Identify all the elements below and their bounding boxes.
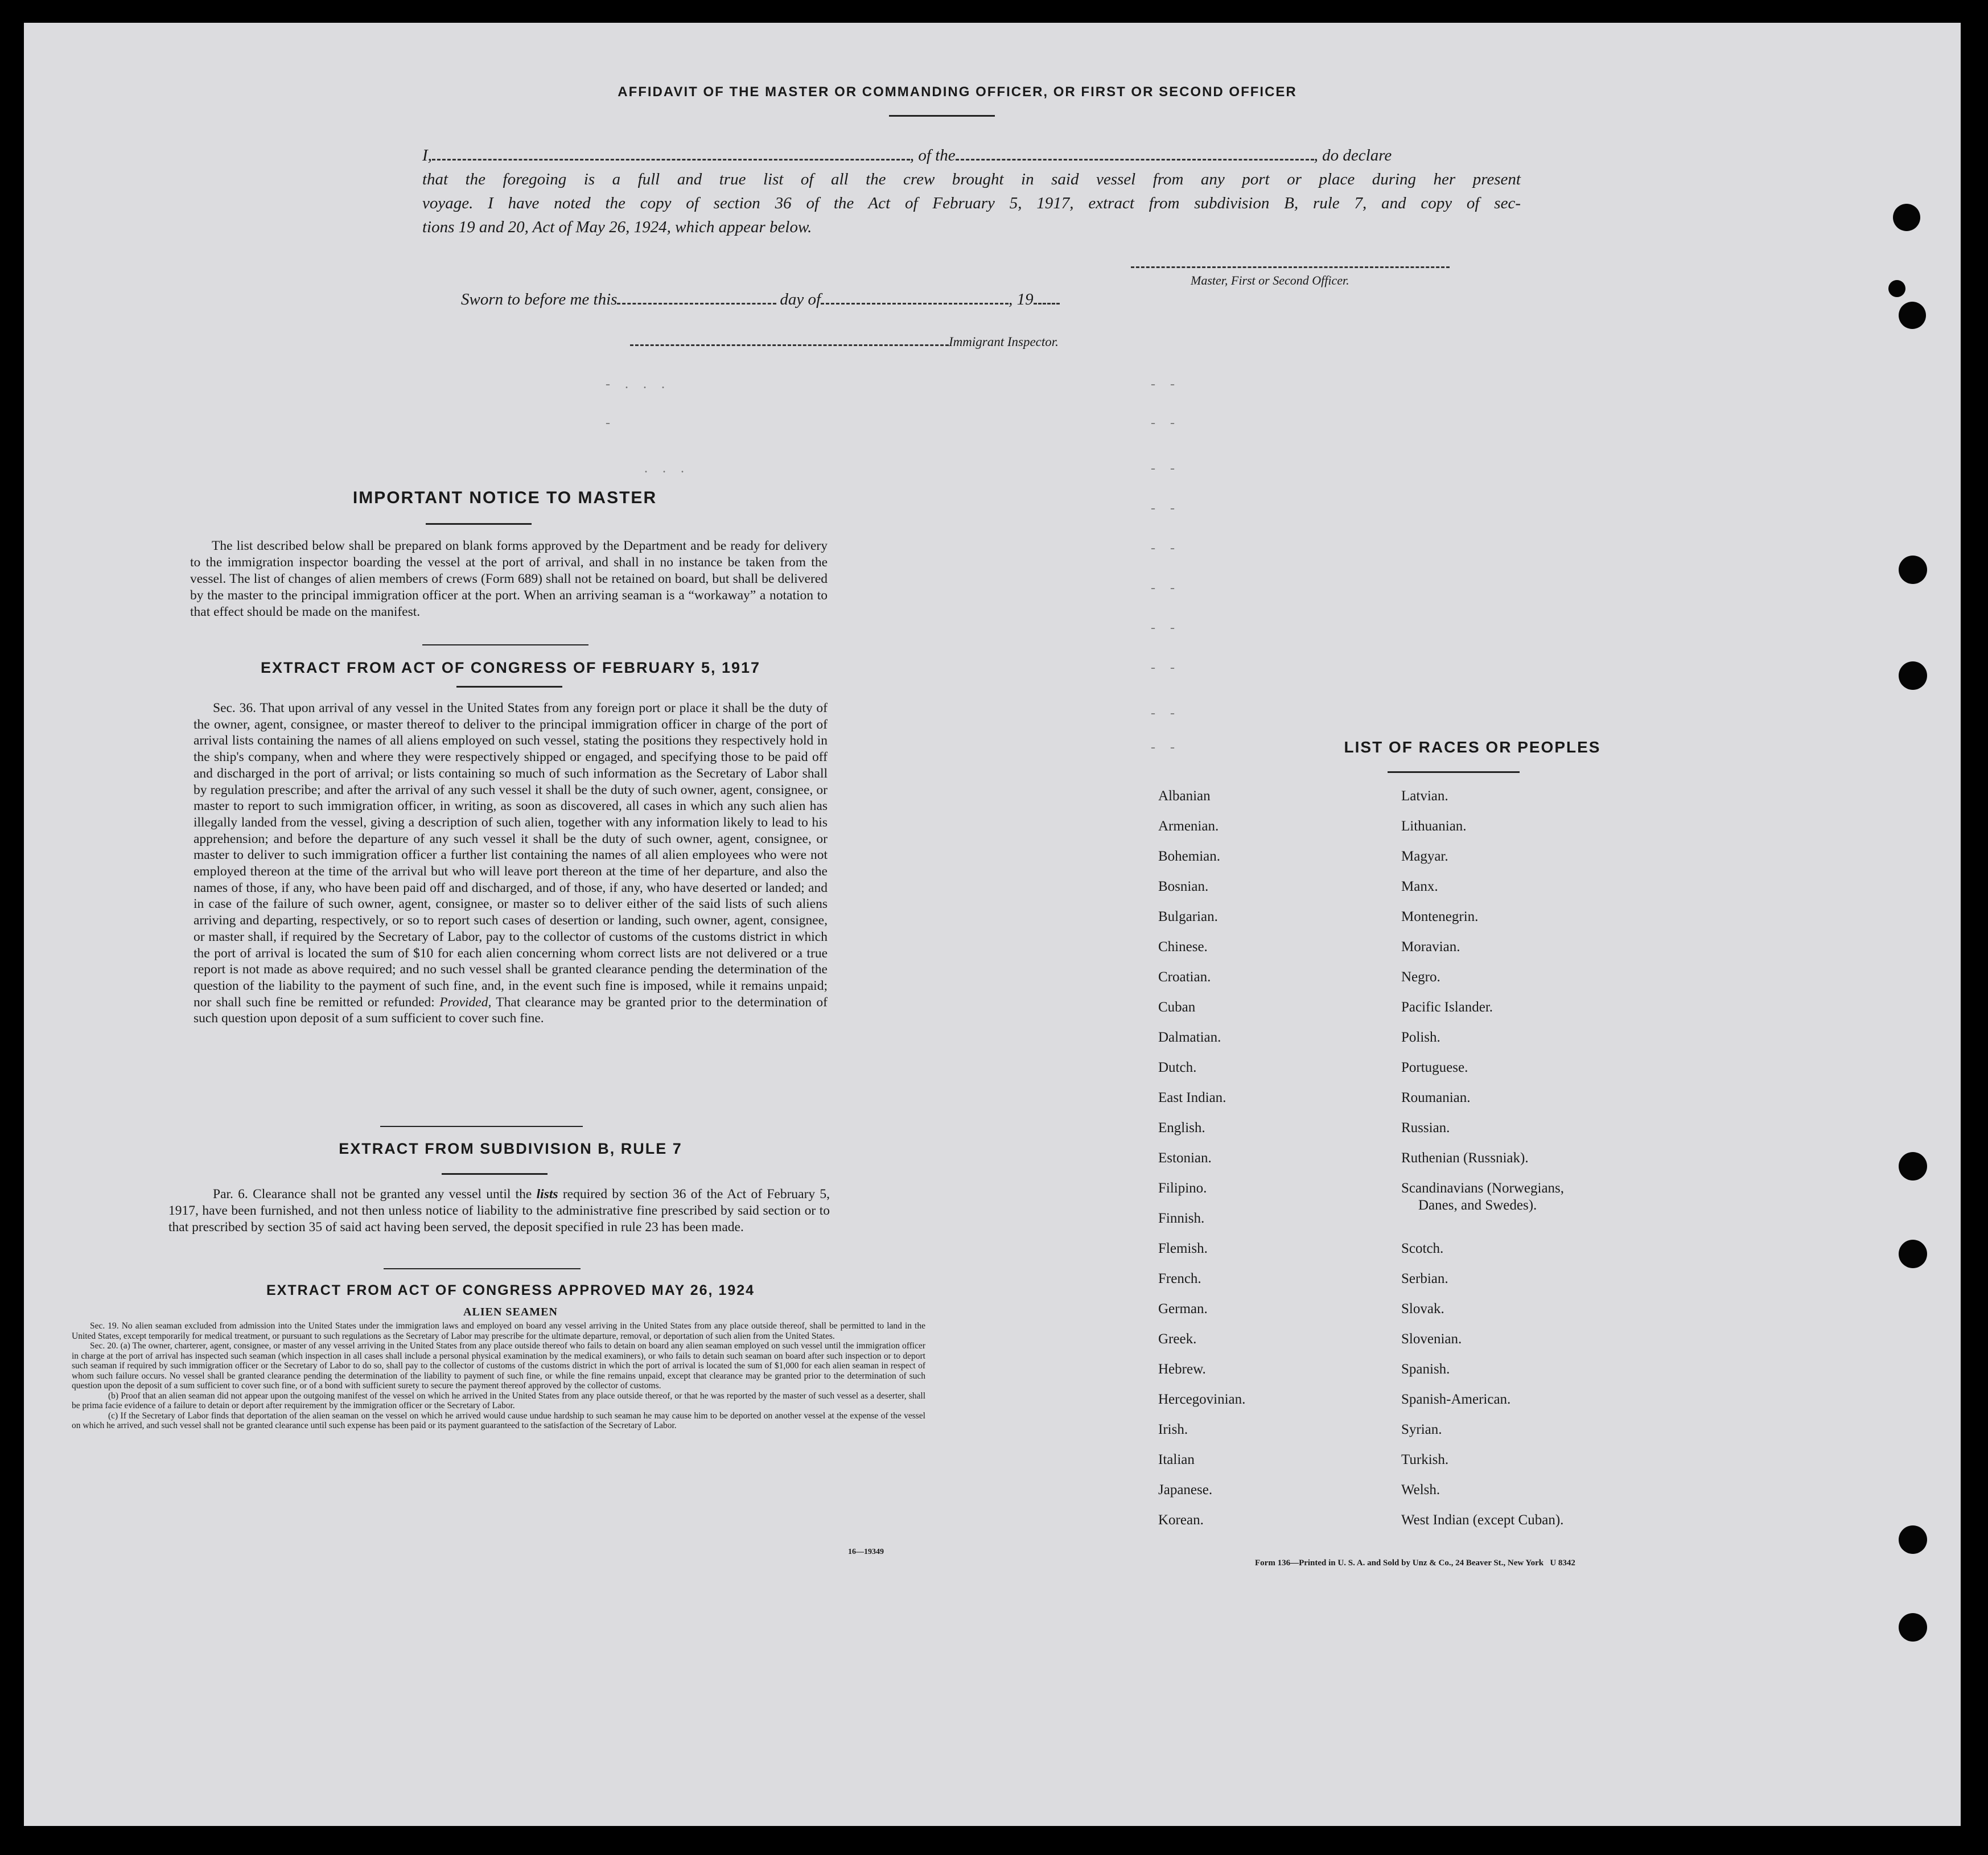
race-item: Scotch. xyxy=(1401,1241,1444,1256)
punch-hole-1 xyxy=(1893,204,1920,231)
race-item: Bosnian. xyxy=(1158,879,1209,894)
signature-label: Master, First or Second Officer. xyxy=(1191,273,1349,287)
punch-hole-5 xyxy=(1899,661,1927,690)
race-item: Manx. xyxy=(1401,879,1438,894)
race-item: East Indian. xyxy=(1158,1090,1226,1105)
race-item: Flemish. xyxy=(1158,1241,1208,1256)
stray-marks: - - xyxy=(1151,581,1180,595)
race-item: Armenian. xyxy=(1158,818,1219,834)
race-item: West Indian (except Cuban). xyxy=(1401,1512,1564,1528)
race-item: Polish. xyxy=(1401,1030,1440,1045)
stray-marks: - - xyxy=(1151,501,1180,516)
race-item: Negro. xyxy=(1401,969,1440,985)
month-blank xyxy=(821,303,1009,305)
race-item: Syrian. xyxy=(1401,1422,1442,1437)
punch-hole-2 xyxy=(1888,280,1905,297)
race-item: Spanish-American. xyxy=(1401,1392,1511,1407)
race-item: Portuguese. xyxy=(1401,1060,1468,1075)
act-1924-title: EXTRACT FROM ACT OF CONGRESS APPROVED MAY 26, 1924 xyxy=(266,1282,755,1298)
race-item: Magyar. xyxy=(1401,849,1448,864)
stray-marks: - . . . xyxy=(606,377,670,392)
act-1924-body xyxy=(72,1321,925,1431)
race-item: Finnish. xyxy=(1158,1211,1205,1226)
act-1917-provided: Provided, xyxy=(439,994,492,1010)
race-item: Montenegrin. xyxy=(1401,909,1479,924)
affidavit-of-the: , of the xyxy=(909,146,956,164)
act-1917-body xyxy=(194,700,828,1027)
race-item: Dalmatian. xyxy=(1158,1030,1221,1045)
act-1924-sec20b: (b) Proof that an alien seaman did not appear upon the outgoing manifest of the vessel on which he arrived in the United States from any place outside thereof, or that he was reported by the master of such vessel as a deserter, shall be prima facie evidence of a failure to detain or deport after requirement by the immigration officer or the Secretary of Labor. xyxy=(72,1391,925,1410)
act-1917-body-before: That upon arrival of any vessel in the United States from any foreign port or place it shall be the duty of the owner, agent, consignee, or master thereof to deliver to the principal immigration officer in charge of the port of arrival lists containing the names of all aliens employed on such vessel, stating the positions they respectively hold in the ship's company, when and where they were respectively shipped or engaged, and specifying those to be paid off and discharged in the port of arrival; or lists containing so much of such information as the Secretary of Labor shall by regulation prescribe; and after the arrival of any such vessel it shall be the duty of such owner, agent, consignee, or master to report to such immigration officer, in writing, as soon as discovered, all cases in which any such alien has illegally landed from the vessel, giving a description of such alien, together with any information likely to lead to his apprehension; and before the departure of any such vessel it shall be the duty of such owner, agent, consignee, or master to deliver to such immigration officer a further list containing the names of all alien employees who were not employed thereon at the time of the arrival but who will leave port thereon at the time of her departure, and also the names of those, if any, who have been paid off and discharged, and of those, if any, who have deserted or landed; and in case of the failure of such owner, agent, consignee, or master so to deliver either of the said lists of such aliens arriving and departing, respectively, or so to report such cases of desertion or landing, such owner, agent, consignee, or master shall, if required by the Secretary of Labor, pay to the collector of customs of the customs district in which the port of arrival is located the sum of $10 for each alien concerning whom correct lists are not delivered or a true report is not made as above required; and no such vessel shall be granted clearance pending the determination of the question of the liability to the payment of such fine, and, in the event such fine is imposed, while it remains unpaid; nor shall such fine be remitted or refunded: xyxy=(194,701,828,1010)
race-item: English. xyxy=(1158,1120,1205,1136)
races-title-rule xyxy=(1388,771,1520,773)
race-item: French. xyxy=(1158,1271,1201,1286)
inspector-label: Immigrant Inspector. xyxy=(949,335,1059,349)
punch-hole-4 xyxy=(1899,556,1927,584)
race-item: Slovenian. xyxy=(1401,1331,1462,1347)
notice-title: IMPORTANT NOTICE TO MASTER xyxy=(352,488,657,507)
stray-marks: - - xyxy=(1151,461,1180,476)
races-title: LIST OF RACES OR PEOPLES xyxy=(1344,738,1601,756)
act-1917-body-after: That clearance may be granted prior to the determination of such question upon deposit of a sum sufficient to cover such fine. xyxy=(194,994,828,1026)
year-label: , 19 xyxy=(1009,290,1034,309)
race-item: Scandinavians (Norwegians, xyxy=(1401,1181,1565,1196)
race-item: German. xyxy=(1158,1301,1208,1317)
race-item: Croatian. xyxy=(1158,969,1211,985)
act-1917-sec-label: Sec. 36. xyxy=(213,701,257,715)
punch-hole-6 xyxy=(1899,1152,1927,1181)
stray-marks: - - xyxy=(1151,660,1180,675)
race-item: Irish. xyxy=(1158,1422,1188,1437)
act-1924-sec20a: Sec. 20. (a) The owner, charterer, agent, consignee, or master of any vessel arriving in the United States from any place outside thereof who fails to detain on board any alien seaman employed on such vessel until the immigration officer in charge at the port of arrival has inspected such seaman (which inspection in all cases shall include a personal physical examination by the medical examiners), or who fails to detain such seaman on board after such inspection or to deport such seaman if required by such immigration officer or the Secretary of Labor to do so, shall pay to the collector of customs of the customs district in which the port of arrival is located the sum of $1,000 for each alien seaman in respect of whom such failure occurs. No vessel shall be granted clearance pending the determination of the liability to payment of such fine, or while the fine remains unpaid, except that clearance may be granted prior to the determination of such question upon the deposit of a sum sufficient to cover such fine, or of a bond with sufficient surety to secure the payment thereof approved by the collector of customs. xyxy=(72,1341,925,1391)
stray-marks: - - xyxy=(1151,377,1180,392)
punch-hole-7 xyxy=(1899,1240,1927,1268)
act-1917-title: EXTRACT FROM ACT OF CONGRESS OF FEBRUARY 5, 1917 xyxy=(260,659,761,676)
race-item: Serbian. xyxy=(1401,1271,1448,1286)
affidavit-line-2: that the foregoing is a full and true list of all the crew brought in said vessel from any port or place during her present xyxy=(422,170,1521,188)
affidavit-title-rule xyxy=(889,115,995,117)
punch-hole-9 xyxy=(1899,1613,1927,1642)
race-item: Filipino. xyxy=(1158,1181,1207,1196)
affidavit-title: AFFIDAVIT OF THE MASTER OR COMMANDING OFFICER, OR FIRST OR SECOND OFFICER xyxy=(618,84,1297,100)
act-1917-end-rule xyxy=(380,1126,583,1127)
race-item: Roumanian. xyxy=(1401,1090,1471,1105)
rule7-body xyxy=(168,1186,830,1236)
races-right-column xyxy=(1401,788,1564,1543)
race-item: Dutch. xyxy=(1158,1060,1197,1075)
vessel-blank xyxy=(956,159,1314,161)
stray-marks: . . . xyxy=(644,461,690,476)
race-item: Italian xyxy=(1158,1452,1195,1467)
stray-marks: - - xyxy=(1151,740,1180,755)
race-item: Turkish. xyxy=(1401,1452,1449,1467)
race-item: Ruthenian (Russniak). xyxy=(1401,1150,1529,1166)
day-blank xyxy=(617,303,776,305)
affidavit-line-3: voyage. I have noted the copy of section 36 of the Act of February 5, 1917, extract from subdivision B, rule 7, and copy of sec- xyxy=(422,194,1521,212)
stray-marks: - - xyxy=(1151,620,1180,635)
race-item: Spanish. xyxy=(1401,1362,1450,1377)
race-item: Pacific Islander. xyxy=(1401,1000,1493,1015)
act-1924-sec20c: (c) If the Secretary of Labor finds that deportation of the alien seaman on the vessel on which he arrived would cause undue hardship to such seaman he may cause him to be deported on another vessel at the expense of the vessel on which he arrived, and such vessel shall not be granted clearance until such expense has been paid or its payment guaranteed to the satisfaction of the Secretary of Labor. xyxy=(72,1410,925,1430)
race-item: Hebrew. xyxy=(1158,1362,1206,1377)
notice-body: The list described below shall be prepared on blank forms approved by the Department and be ready for delivery to the immigration inspector boarding the vessel at the port of arrival, and shall in no instance be taken from the vessel. The list of changes of alien members of crews (Form 689) shall not be retained on board, but shall be delivered by the master to the principal immigration officer at the port. When an arriving seaman is a “workaway” a notation to that effect should be made on the manifest. xyxy=(190,538,828,619)
rule7-par-label: Par. 6. xyxy=(213,1187,248,1202)
race-item: Chinese. xyxy=(1158,939,1208,955)
affidavit-do-declare: , do declare xyxy=(1314,146,1392,164)
sworn-line xyxy=(461,290,1060,309)
race-item: Cuban xyxy=(1158,1000,1196,1015)
race-item: Lithuanian. xyxy=(1401,818,1467,834)
race-item: Bohemian. xyxy=(1158,849,1221,864)
rule7-body-after: required by section 36 of the Act of February 5, 1917, have been furnished, and not then unless notice of liability to the administrative fine prescribed by said section or to that prescribed by section 35 of said act having been served, the deposit specified in rule 23 has been made. xyxy=(168,1187,830,1235)
stray-marks: - - xyxy=(1151,541,1180,556)
race-item: Albanian xyxy=(1158,788,1211,804)
rule7-lists: lists xyxy=(536,1187,558,1202)
name-blank xyxy=(432,159,910,161)
inspector-line xyxy=(630,335,1059,349)
affidavit-declaration xyxy=(422,143,1521,239)
race-item: Estonian. xyxy=(1158,1150,1212,1166)
race-item: Russian. xyxy=(1401,1120,1450,1136)
race-item: Moravian. xyxy=(1401,939,1460,955)
stray-marks: - - xyxy=(1151,706,1180,721)
act-1917-title-rule xyxy=(456,686,562,688)
rule7-end-rule xyxy=(384,1268,581,1269)
race-item: Korean. xyxy=(1158,1512,1204,1528)
affidavit-i-label: I, xyxy=(422,146,432,164)
document-sheet xyxy=(24,23,1961,1826)
year-blank xyxy=(1034,303,1060,305)
act-1924-subtitle: ALIEN SEAMEN xyxy=(463,1306,558,1318)
rule7-body-before: Clearance shall not be granted any vessel until the xyxy=(253,1187,532,1202)
race-item: Greek. xyxy=(1158,1331,1197,1347)
race-item: Latvian. xyxy=(1401,788,1448,804)
stray-marks: - - xyxy=(1151,416,1180,430)
race-item: Bulgarian. xyxy=(1158,909,1218,924)
sworn-label: Sworn to before me this xyxy=(461,290,618,309)
race-item: Danes, and Swedes). xyxy=(1418,1198,1537,1213)
punch-hole-3 xyxy=(1899,302,1926,329)
affidavit-line-4: tions 19 and 20, Act of May 26, 1924, which appear below. xyxy=(422,218,812,236)
day-of-label: day of xyxy=(780,290,821,309)
races-left-column xyxy=(1158,788,1245,1543)
form-footer: Form 136—Printed in U. S. A. and Sold by Unz & Co., 24 Beaver St., New York U 8342 xyxy=(1255,1558,1575,1568)
signature-blank xyxy=(1131,266,1450,268)
punch-hole-8 xyxy=(1899,1525,1927,1554)
rule7-title-rule xyxy=(442,1173,548,1175)
notice-title-rule xyxy=(426,523,532,525)
race-item: Slovak. xyxy=(1401,1301,1444,1317)
race-item: Hercegovinian. xyxy=(1158,1392,1246,1407)
stray-marks: - xyxy=(606,416,616,430)
inspector-blank xyxy=(630,344,949,346)
notice-end-rule xyxy=(422,644,588,645)
rule7-title: EXTRACT FROM SUBDIVISION B, RULE 7 xyxy=(339,1140,682,1157)
act-1924-sec19: Sec. 19. No alien seaman excluded from admission into the United States under the immigration laws and employed on board any vessel arriving in the United States from any place outside thereof, shall be permitted to land in the United States, except temporarily for medical treatment, or pursuant to such regulations as the Secretary of Labor may prescribe for the ultimate departure, removal, or deportation of such alien from the United States. xyxy=(72,1321,925,1341)
print-number: 16—19349 xyxy=(848,1548,884,1556)
race-item: Welsh. xyxy=(1401,1482,1440,1498)
race-item: Japanese. xyxy=(1158,1482,1213,1498)
